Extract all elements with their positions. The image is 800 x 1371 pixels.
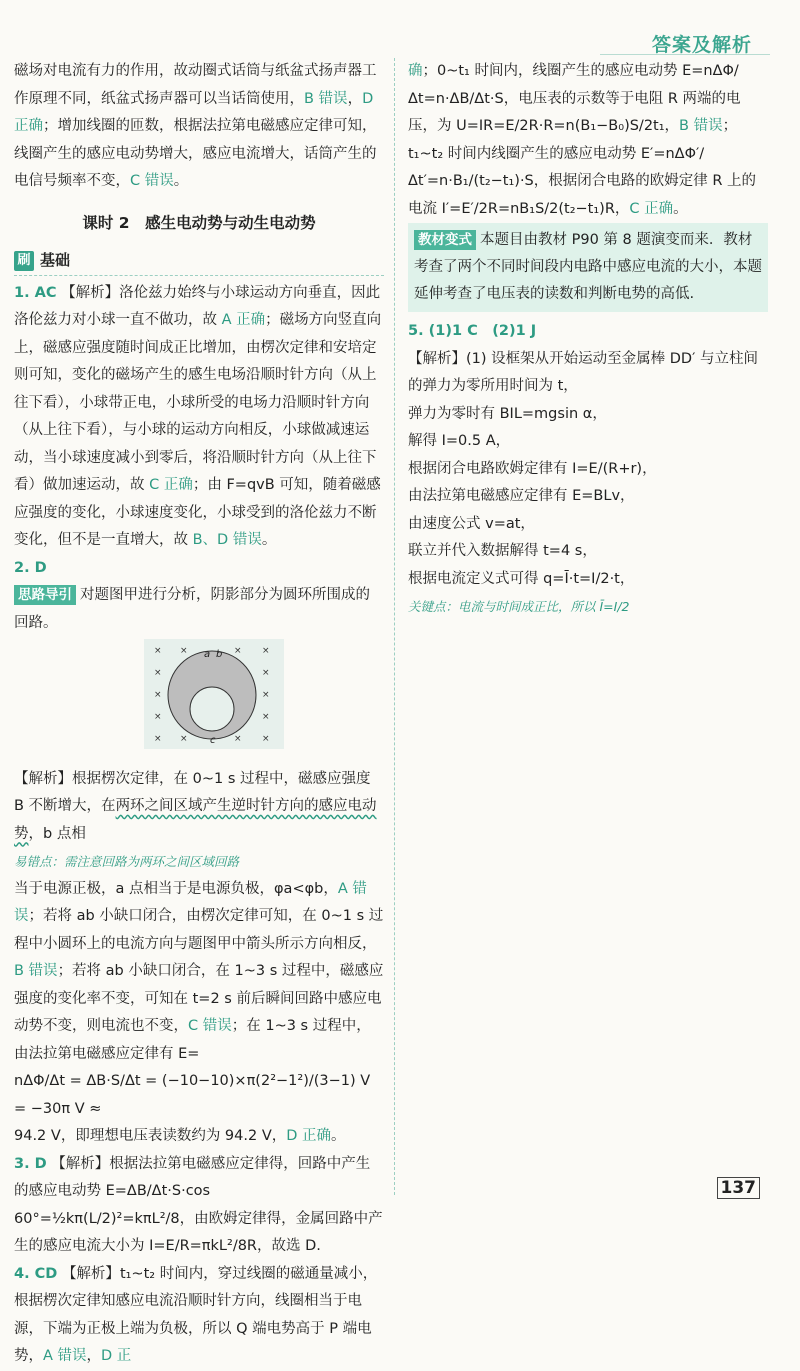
left-column (14, 58, 384, 1371)
question-2-analysis: 【解析】根据楞次定律，在 0~1 s 过程中，磁感应强度 B 不断增大，在两环之间区域产生逆时针方向的感应电动势，b 点相 (14, 770, 377, 842)
question-2-answer: 2. D (14, 559, 47, 576)
question-5-line8: 根据电流定义式可得 q=Ī·t=I/2·t， (408, 570, 635, 587)
question-3: 3. D 【解析】根据法拉第电磁感应定律得，回路中产生的感应电动势 E=ΔB/Δt·S·cos 60°=½kπ(L/2)²=kπL²/8，由欧姆定律得，金属回路中产生的感应电流大小为 I=E/R=πkL²/8R，故选 D. (14, 1155, 383, 1254)
question-5-line7: 联立并代入数据解得 t=4 s， (408, 543, 597, 559)
question-5-line2: 弹力为零时有 BIL=mgsin α， (408, 405, 607, 422)
question-2-analysis-cont: 当于电源正极，a 点相当于是电源负极，φa<φb，A 错误；若将 ab 小缺口闭合，由楞次定律可知，在 0~1 s 过程中小圆环上的电流方向与题图甲中箭头所示方向相反，B 错误；若将 ab 小缺口闭合，在 1~3 s 过程中，磁感应强度的变化率不变，可知在 t=2 s 前后瞬间回路中感应电动势不变，则电流也不变，C 错误；在 1~3 s 过程中，由法拉第电磁感应定律有 E= (14, 880, 384, 1062)
variant-badge: 教材变式 (414, 230, 476, 250)
question-5-line6: 由速度公式 v=at， (408, 515, 535, 532)
svg-text:×: × (154, 668, 162, 678)
svg-text:×: × (234, 734, 242, 744)
svg-text:×: × (262, 734, 270, 744)
guide-badge: 思路导引 (14, 585, 76, 605)
textbook-variant-box: 教材变式 本题目由教材 P90 第 8 题演变而来．教材考查了两个不同时间段内电路中感应电流的大小，本题延伸考查了电压表的读数和判断电势的高低. (408, 223, 768, 312)
question-2-guide: 思路导引 对题图甲进行分析，阴影部分为圆环所围成的回路。 (14, 587, 370, 631)
svg-text:×: × (180, 646, 188, 656)
inner-ring (190, 687, 234, 731)
svg-text:×: × (262, 668, 270, 678)
question-5-answer: 5. (1)1 C (2)1 J (408, 323, 537, 339)
question-5-line5: 由法拉第电磁感应定律有 E=BLv， (408, 488, 635, 504)
question-4-cont: 确；0~t₁ 时间内，线圈产生的感应电动势 E=nΔΦ/Δt=n·ΔB/Δt·S，电压表的示数等于电阻 R 两端的电压，为 U=IR=E/2R·R=n(B₁−B₀)S/2t₁，B 错误；t₁~t₂ 时间内线圈产生的感应电动势 E′=nΔΦ′/Δt′=n·B₁/(t₂−t₁)·S，根据闭合电路的欧姆定律 R 上的电流 I′=E′/2R=nB₁S/2(t₂−t₁)R，C 正确。 (408, 63, 757, 217)
column-divider (394, 58, 395, 1195)
question-4: 4. CD 【解析】t₁~t₂ 时间内，穿过线圈的磁通量减小，根据楞次定律知感应电流沿顺时针方向，线圈相当于电源，下端为正极上端为负极，所以 Q 端电势高于 P 端电势，A 错误，D 正 (14, 1265, 378, 1364)
question-1: 1. AC 【解析】洛伦兹力始终与小球运动方向垂直，因此洛伦兹力对小球一直不做功，故 A 正确；磁场方向竖直向上，磁感应强度随时间成正比增加，由楞次定律和安培定则可知，变化的磁场产生的感生电场沿顺时针方向（从上往下看），小球带正电，小球所受的电场力沿顺时针方向（从上往下看），与小球的运动方向相反，小球做减速运动，当小球速度减小到零后，将沿顺时针方向（从上往下看）做加速运动，故 C 正确；由 F=qvB 可知，随着磁感应强度的变化，小球速度变化，小球受到的洛伦兹力不断变化，但不是一直增大，故 B、D 错误。 (14, 284, 382, 548)
left-intro-paragraph: 磁场对电流有力的作用，故动圈式话筒与纸盆式扬声器工作原理不同，纸盆式扬声器可以当话筒使用，B 错误，D 正确；增加线圈的匝数，根据法拉第电磁感应定律可知，线圈产生的感应电动势增大，感应电流增大，话筒产生的电信号频率不变，C 错误。 (14, 63, 377, 189)
svg-text:×: × (154, 690, 162, 700)
right-column (408, 58, 768, 621)
question-5-note: 关键点：电流与时间成正比，所以 Ī=I/2 (408, 599, 630, 614)
header-rule (600, 54, 770, 55)
question-5-line1: 【解析】(1) 设框架从开始运动至金属棒 DD′ 与立柱间的弹力为零所用时间为 t， (408, 350, 758, 394)
label-b: b (216, 649, 223, 660)
question-5-line4: 根据闭合电路欧姆定律有 I=E/(R+r)， (408, 460, 657, 477)
svg-text:×: × (234, 646, 242, 656)
page-number: 137 (717, 1177, 761, 1199)
section-tag (14, 247, 384, 276)
svg-text:×: × (262, 690, 270, 700)
section-title: 课时 2 感生电动势与动生电动势 (82, 213, 316, 232)
svg-text:×: × (262, 712, 270, 722)
ring-diagram (144, 639, 284, 749)
svg-text:×: × (154, 712, 162, 722)
question-5-line3: 解得 I=0.5 A， (408, 433, 511, 449)
tag-label: 基础 (40, 251, 71, 269)
question-2-note: 易错点：需注意回路为两环之间区域回路 (14, 854, 240, 869)
svg-text:×: × (180, 734, 188, 744)
svg-text:×: × (154, 734, 162, 744)
question-2-result: 94.2 V，即理想电压表读数约为 94.2 V，D 正确。 (14, 1128, 346, 1144)
page-header (0, 0, 800, 58)
question-2-formula: nΔΦ/Δt = ΔB·S/Δt = (−10−10)×π(2²−1²)/(3−1) V = −30π V ≈ (14, 1073, 371, 1117)
header-title: 答案及解析 (651, 34, 752, 56)
label-a: a (204, 649, 211, 660)
svg-text:×: × (154, 646, 162, 656)
tag-icon: 刷 (14, 251, 34, 271)
label-c: c (210, 735, 216, 746)
svg-text:×: × (262, 646, 270, 656)
